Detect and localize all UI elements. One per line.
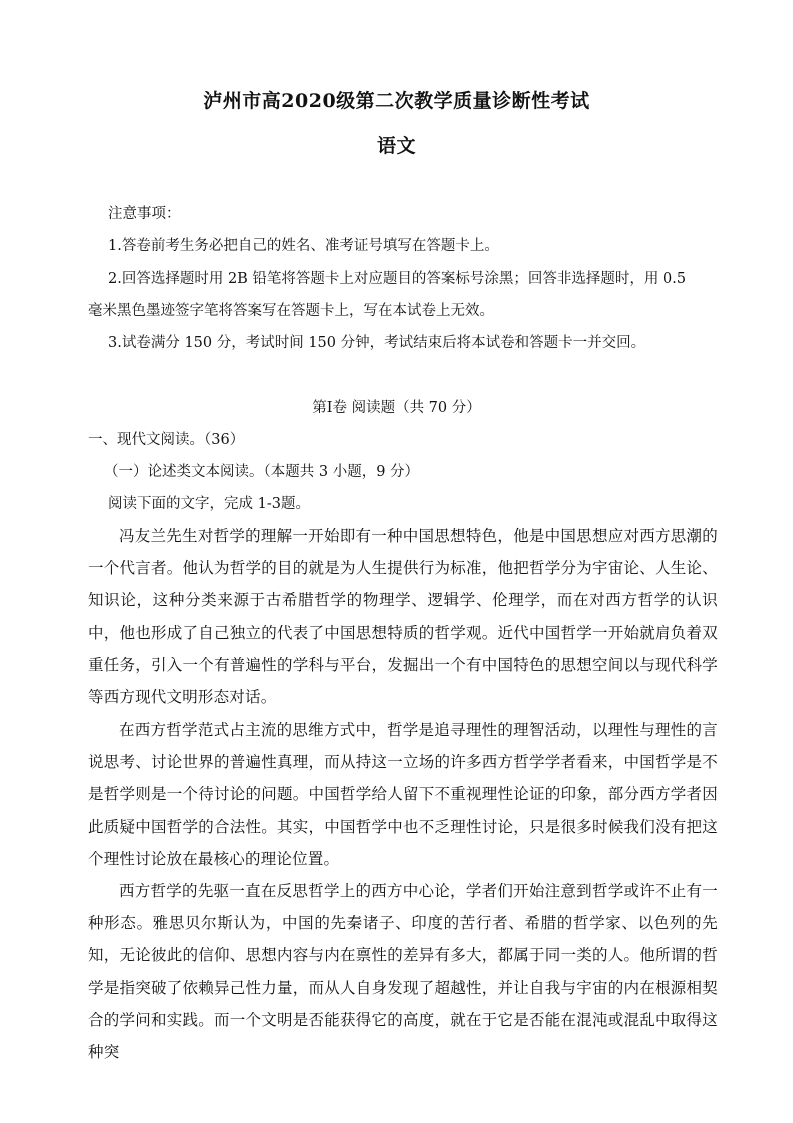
passage-paragraph-1: 冯友兰先生对哲学的理解一开始即有一种中国思想特色，他是中国思想应对西方思潮的一个代言者。他认为哲学的目的就是为人生提供行为标准，他把哲学分为宇宙论、人生论、知识论，这种分类来源于古希腊哲学的物理学、逻辑学、伦理学，而在对西方哲学的认识中，他也形成了自己独立的代表了中国思想特质的哲学观。近代中国哲学一开始就肩负着双重任务，引入一个有普遍性的学科与平台，发掘出一个有中国特色的思想空间以与现代科学等西方现代文明形态对话。 xyxy=(88,527,718,707)
passage-paragraph-2: 在西方哲学范式占主流的思维方式中，哲学是追寻理性的理智活动，以理性与理性的言说思考、讨论世界的普遍性真理，而从持这一立场的许多西方哲学学者看来，中国哲学是不是哲学则是一个待讨论的问题。中国哲学给人留下不重视理性论证的印象，部分西方学者因此质疑中国哲学的合法性。其实，中国哲学中也不乏理性讨论，只是很多时候我们没有把这个理性讨论放在最核心的理论位置。 xyxy=(88,721,718,868)
reading-instruction: 阅读下面的文字，完成 1-3题。 xyxy=(108,496,310,512)
subject-title: 语文 xyxy=(376,135,416,157)
part-heading: 一、现代文阅读。（36） xyxy=(88,432,245,448)
volume-heading: 第Ⅰ卷 阅读题（共 70 分） xyxy=(312,400,481,416)
notice-item-2-line-2: 毫米黑色墨迹签字笔将答案写在答题卡上，写在本试卷上无效。 xyxy=(88,303,494,319)
notice-item-2-line-1: 2.回答选择题时用 2B 铅笔将答题卡上对应题目的答案标号涂黑；回答非选择题时，用 0.5 xyxy=(108,271,687,287)
notice-item-3: 3.试卷满分 150 分，考试时间 150 分钟，考试结束后将本试卷和答题卡一并交回。 xyxy=(108,335,646,351)
notice-item-1: 1.答卷前考生务必把自己的姓名、准考证号填写在答题卡上。 xyxy=(108,238,499,254)
subpart-heading: （一）论述类文本阅读。（本题共 3 小题，9 分） xyxy=(104,464,420,480)
passage-paragraph-3: 西方哲学的先驱一直在反思哲学上的西方中心论，学者们开始注意到哲学或许不止有一种形态。雅思贝尔斯认为，中国的先秦诸子、印度的苦行者、希腊的哲学家、以色列的先知，无论彼此的信仰、思想内容与内在禀性的差异有多大，都属于同一类的人。他所谓的哲学是指突破了依赖异己性力量，而从人自身发现了超越性，并让自我与宇宙的内在根源相契合的学问和实践。而一个文明是否能获得它的高度，就在于它是否能在混沌或混乱中取得这种突 xyxy=(88,882,718,1062)
notice-heading: 注意事项： xyxy=(108,206,181,222)
exam-title: 泸州市高2020级第二次教学质量诊断性考试 xyxy=(203,90,590,112)
